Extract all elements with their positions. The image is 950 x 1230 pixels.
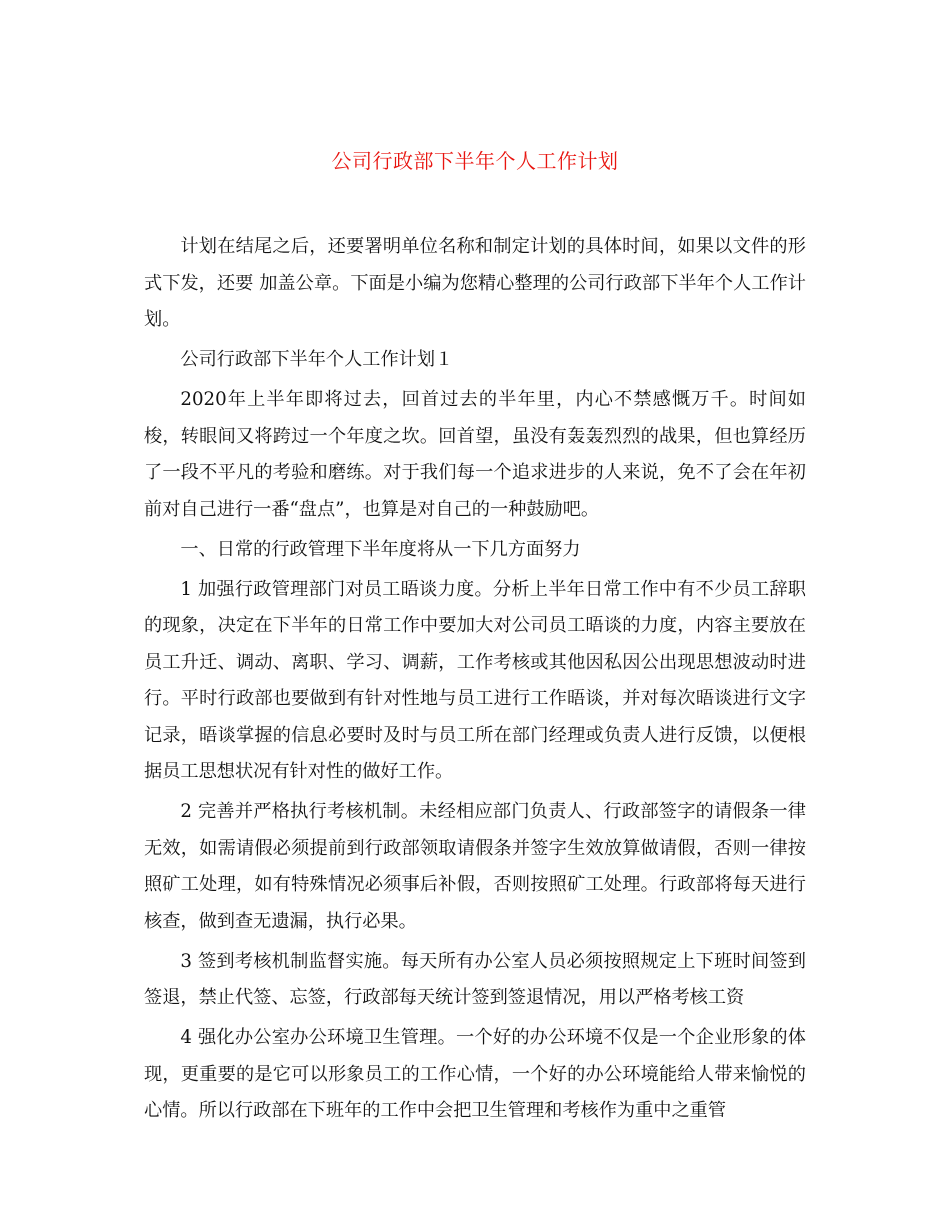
paragraph-item-2: 2 完善并严格执行考核机制。未经相应部门负责人、行政部签字的请假条一律无效，如需请假必须提前到行政部领取请假条并签字生效放算做请假，否则一律按照矿工处理，如有特殊情况必须事后补假，否则按照矿工处理。行政部将每天进行核查，做到查无遗漏，执行必果。 xyxy=(144,801,806,932)
paragraph-item-3: 3 签到考核机制监督实施。每天所有办公室人员必须按照规定上下班时间签到签退，禁止代签、忘签，行政部每天统计签到签退情况，用以严格考核工资 xyxy=(144,950,806,1008)
paragraph-overview: 2020年上半年即将过去，回首过去的半年里，内心不禁感慨万千。时间如梭，转眼间又将跨过一个年度之坎。回首望，虽没有轰轰烈烈的战果，但也算经历了一段不平凡的考验和磨练。对于我们每一个追求进步的人来说，免不了会在年初前对自己进行一番“盘点”，也算是对自己的一种鼓励吧。 xyxy=(144,389,806,520)
paragraph-item-1: 1 加强行政管理部门对员工晤谈力度。分析上半年日常工作中有不少员工辞职的现象，决定在下半年的日常工作中要加大对公司员工晤谈的力度，内容主要放在员工升迁、调动、离职、学习、调薪，工作考核或其他因私因公出现思想波动时进行。平时行政部也要做到有针对性地与员工进行工作晤谈，并对每次晤谈进行文字记录，晤谈掌握的信息必要时及时与员工所在部门经理或负责人进行反馈，以便根据员工思想状况有针对性的做好工作。 xyxy=(144,578,806,782)
paragraph-heading-daily-admin: 一、日常的行政管理下半年度将从一下几方面努力 xyxy=(180,538,581,560)
paragraph-intro: 计划在结尾之后，还要署明单位名称和制定计划的具体时间，如果以文件的形式下发，还要 加盖公章。下面是小编为您精心整理的公司行政部下半年个人工作计划。 xyxy=(144,236,806,330)
paragraph-section-heading: 公司行政部下半年个人工作计划１ xyxy=(180,349,454,370)
document-title: 公司行政部下半年个人工作计划 xyxy=(331,149,619,173)
paragraph-item-4: 4 强化办公室办公环境卫生管理。一个好的办公环境不仅是一个企业形象的体现，更重要的是它可以形象员工的工作心情，一个好的办公环境能给人带来愉悦的心情。所以行政部在下班年的工作中会把卫生管理和考核作为重中之重管 xyxy=(144,1027,806,1121)
document-body xyxy=(144,229,806,1133)
